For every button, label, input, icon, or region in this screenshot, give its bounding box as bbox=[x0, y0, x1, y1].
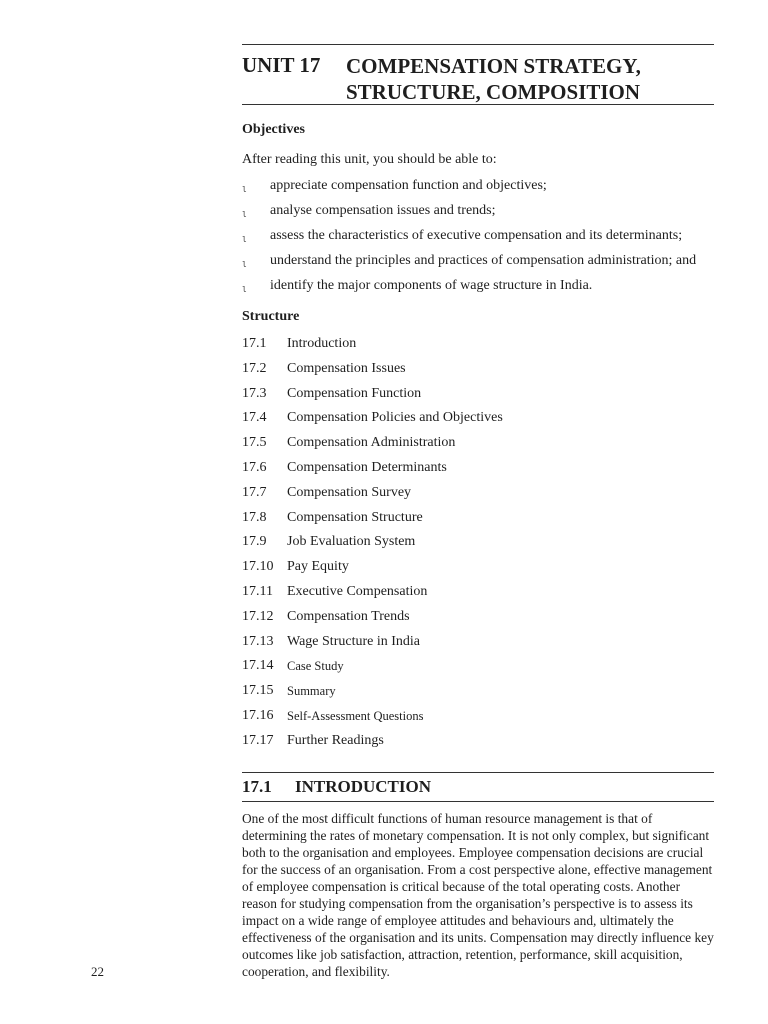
structure-item-title: Self-Assessment Questions bbox=[287, 708, 424, 723]
structure-item-title: Compensation Structure bbox=[287, 509, 423, 525]
unit-header bbox=[242, 44, 714, 105]
structure-item-number: 17.5 bbox=[242, 435, 267, 451]
structure-item-number: 17.10 bbox=[242, 559, 274, 575]
structure-item-number: 17.7 bbox=[242, 484, 267, 500]
structure-item-title: Introduction bbox=[287, 336, 357, 351]
unit-title-line-1: COMPENSATION STRATEGY, bbox=[346, 54, 641, 78]
structure-item-title: Pay Equity bbox=[287, 559, 349, 575]
unit-number: UNIT 17 bbox=[242, 53, 321, 77]
structure-item-title: Summary bbox=[287, 684, 336, 699]
structure-item-number: 17.2 bbox=[242, 360, 267, 376]
structure-item-title: Compensation Policies and Objectives bbox=[287, 410, 503, 426]
structure-item-title: Job Evaluation System bbox=[287, 534, 416, 550]
structure-item-title: Compensation Trends bbox=[287, 608, 410, 624]
objective-text: understand the principles and practices of compensation administration; and bbox=[270, 253, 697, 268]
structure-item-number: 17.16 bbox=[242, 707, 274, 723]
structure-item-number: 17.3 bbox=[242, 385, 267, 401]
structure-item-title: Compensation Survey bbox=[287, 484, 412, 500]
structure-item-number: 17.14 bbox=[242, 658, 274, 674]
structure-item-number: 17.8 bbox=[242, 509, 267, 525]
structure-item-number: 17.9 bbox=[242, 534, 267, 550]
structure-item-title: Case Study bbox=[287, 659, 344, 674]
bullet-icon: l bbox=[242, 285, 247, 294]
structure-item-title: Compensation Issues bbox=[287, 360, 406, 376]
page-number: 22 bbox=[91, 964, 104, 979]
objective-text: assess the characteristics of executive compensation and its determinants; bbox=[270, 228, 683, 243]
objectives-intro: After reading this unit, you should be able to: bbox=[242, 152, 497, 167]
section-heading bbox=[242, 772, 714, 802]
structure-item-number: 17.1 bbox=[242, 336, 267, 351]
structure-item-title: Compensation Function bbox=[287, 385, 422, 401]
objectives-heading: Objectives bbox=[242, 122, 305, 137]
objective-text: analyse compensation issues and trends; bbox=[270, 203, 496, 218]
structure-item-number: 17.13 bbox=[242, 633, 274, 649]
unit-title-line-2: STRUCTURE, COMPOSITION bbox=[346, 80, 641, 104]
structure-item-number: 17.17 bbox=[242, 732, 274, 748]
structure-item-number: 17.12 bbox=[242, 608, 274, 624]
structure-item-number: 17.6 bbox=[242, 459, 267, 475]
structure-item-number: 17.15 bbox=[242, 683, 274, 699]
structure-heading: Structure bbox=[242, 309, 300, 324]
structure-item-title: Executive Compensation bbox=[287, 583, 428, 599]
structure-item-title: Compensation Determinants bbox=[287, 459, 447, 475]
structure-item-number: 17.11 bbox=[242, 583, 273, 599]
bullet-icon: l bbox=[242, 260, 247, 269]
section-title: INTRODUCTION bbox=[295, 777, 432, 796]
structure-item-number: 17.4 bbox=[242, 410, 267, 426]
bullet-icon: l bbox=[242, 210, 247, 219]
bullet-icon: l bbox=[242, 235, 247, 244]
structure-item-title: Wage Structure in India bbox=[287, 633, 420, 649]
section-number: 17.1 bbox=[242, 777, 272, 796]
section-body: One of the most difficult functions of human resource management is that of determining the rates of monetary compensation. It is not only complex, but significant both to the organisation and employees. Employee compensation decisions are crucial for the success of an organisation. From a cost perspective alone, effective management of employee compensation is critical because of the total operating costs. Another reason for studying compensation from the organisation’s perspective is to assess its impact on a wide range of employee attitudes and behaviours and, ultimately the effectiveness of the organisation and its units. Compensation may directly influence key outcomes like job satisfaction, attraction, retention, performance, skill acquisition, cooperation, and flexibility. bbox=[242, 811, 714, 979]
objective-text: identify the major components of wage structure in India. bbox=[270, 278, 593, 293]
unit-title bbox=[346, 53, 641, 105]
bullet-icon: l bbox=[242, 185, 247, 194]
structure-item-title: Further Readings bbox=[287, 732, 384, 748]
objective-text: appreciate compensation function and objectives; bbox=[270, 178, 547, 193]
structure-item-title: Compensation Administration bbox=[287, 435, 456, 451]
